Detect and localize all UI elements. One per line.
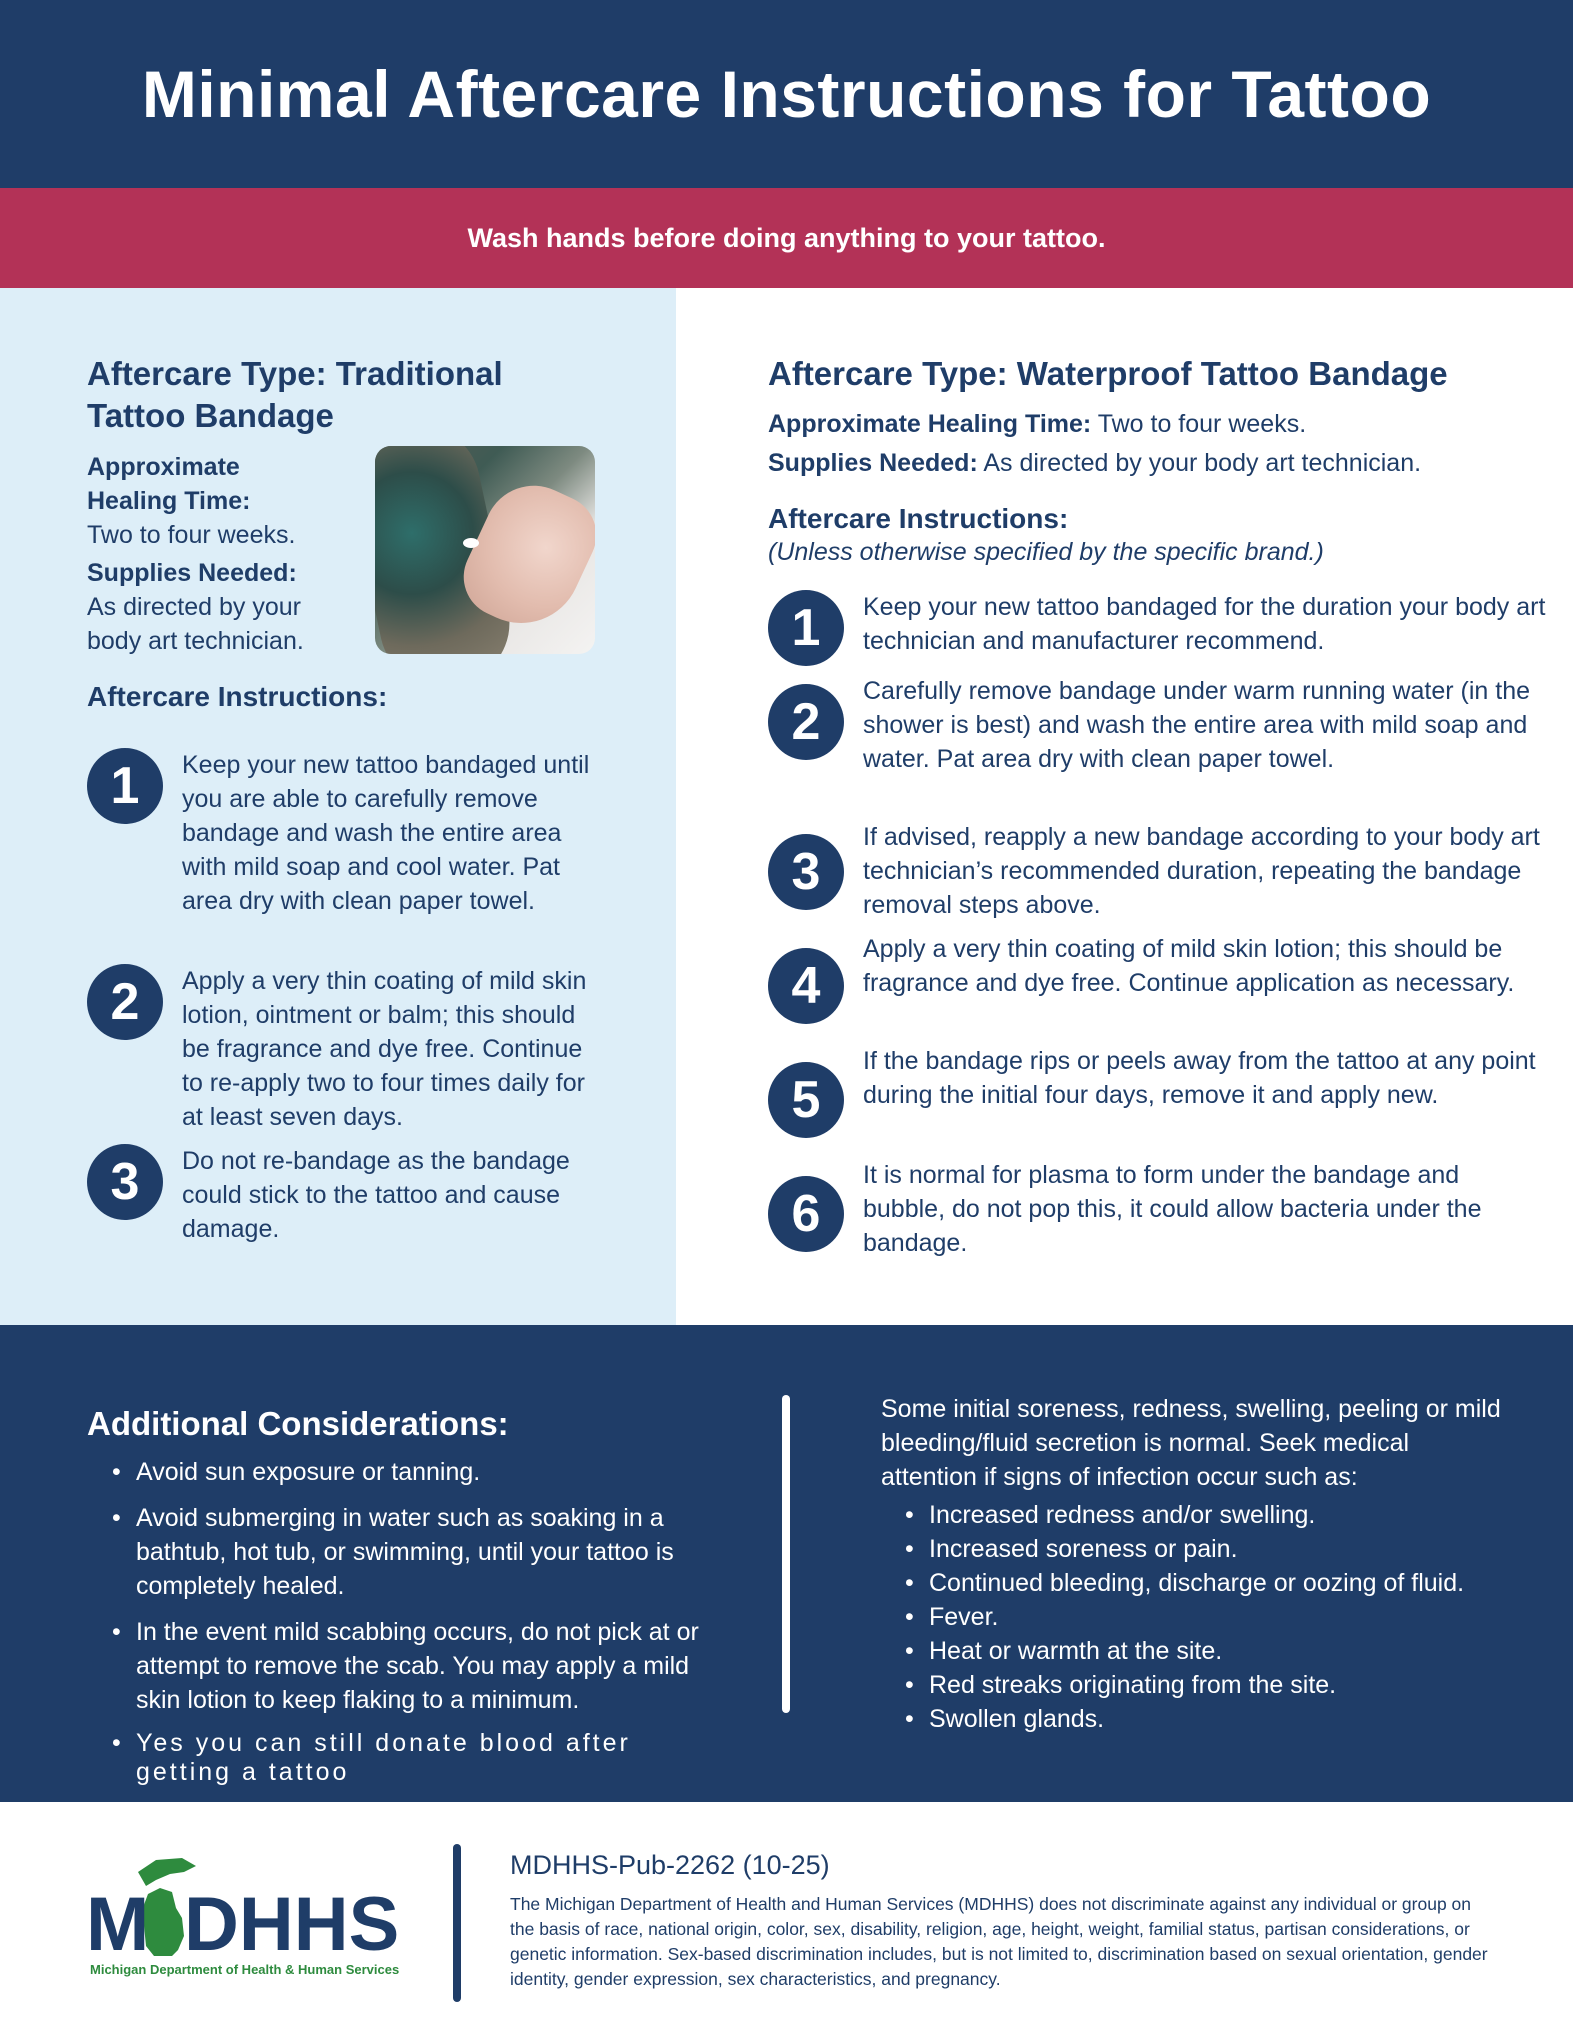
step-text: If the bandage rips or peels away from the tattoo at any point during the initial four days, remove it and apply new.: [863, 1047, 1536, 1109]
step-number: 2: [87, 964, 163, 1040]
page-title: Minimal Aftercare Instructions for Tattoo: [141, 57, 1432, 131]
list-item: • Increased soreness or pain.: [905, 1532, 1525, 1566]
footer-divider: [453, 1844, 461, 2002]
supplies-value-line2: body art technician.: [87, 627, 304, 655]
waterproof-step-5: [768, 1044, 1548, 1138]
infection-intro: Some initial soreness, redness, swelling, peeling or mild bleeding/fluid secretion is normal. Seek medical attention if signs of infection occur such as:: [881, 1395, 1501, 1491]
considerations-list: [112, 1455, 712, 1787]
step-text: If advised, reapply a new bandage according to your body art technician’s recommended duration, repeating the bandage removal steps above.: [863, 823, 1540, 919]
step-number: 3: [87, 1144, 163, 1220]
healing-time-label-line1: Approximate: [87, 453, 240, 481]
traditional-title-line2: Tattoo Bandage: [87, 397, 334, 434]
list-item: • Avoid sun exposure or tanning.: [112, 1455, 712, 1489]
healing-time-label-line2: Healing Time:: [87, 487, 251, 515]
waterproof-step-6: [768, 1158, 1548, 1260]
list-item: • Avoid submerging in water such as soaking in a bathtub, hot tub, or swimming, until your tattoo is completely healed.: [112, 1501, 712, 1603]
step-text: Keep your new tattoo bandaged until you are able to carefully remove bandage and wash the entire area with mild soap and cool water. Pat area dry with clean paper towel.: [182, 751, 590, 915]
waterproof-step-2: [768, 674, 1548, 776]
healing-time-value: Two to four weeks.: [87, 521, 296, 549]
step-number: 5: [768, 1062, 844, 1138]
waterproof-step-4: [768, 932, 1548, 1024]
waterproof-title: Aftercare Type: Waterproof Tattoo Bandage: [768, 355, 1448, 392]
step-text: Keep your new tattoo bandaged for the duration your body art technician and manufacturer recommend.: [863, 593, 1546, 655]
waterproof-step-1: [768, 590, 1548, 666]
waterproof-step-3: [768, 820, 1548, 922]
list-item: • In the event mild scabbing occurs, do not pick at or attempt to remove the scab. You may apply a mild skin lotion to keep flaking to a minimum.: [112, 1615, 712, 1717]
traditional-title-line1: Aftercare Type: Traditional: [87, 355, 503, 392]
supplies-label: Supplies Needed:: [87, 559, 297, 587]
traditional-bandage-section: [0, 288, 676, 1325]
list-item: • Yes you can still donate blood after getting a tattoo: [112, 1729, 652, 1787]
traditional-step-3: [87, 1144, 607, 1246]
logo-subtitle: Michigan Department of Health & Human Services: [90, 1962, 400, 1977]
banner-text: Wash hands before doing anything to your tattoo.: [467, 222, 1106, 253]
page-header: [0, 0, 1573, 188]
waterproof-supplies: [768, 446, 1548, 480]
step-number: 2: [768, 684, 844, 760]
waterproof-instructions-title: Aftercare Instructions:: [768, 503, 1069, 534]
traditional-instructions-title: Aftercare Instructions:: [87, 681, 388, 712]
mdhhs-logo: [86, 1852, 416, 1982]
step-number: 6: [768, 1176, 844, 1252]
supplies-value: As directed by your body art technician.: [977, 449, 1422, 477]
waterproof-bandage-section: [676, 288, 1573, 1325]
infection-signs-list: [905, 1498, 1525, 1736]
considerations-title: Additional Considerations:: [87, 1405, 509, 1442]
step-number: 3: [768, 834, 844, 910]
waterproof-instructions-note: (Unless otherwise specified by the specific brand.): [768, 538, 1324, 566]
tattoo-arm-lotion-photo: [375, 446, 595, 654]
list-item: • Continued bleeding, discharge or oozing of fluid.: [905, 1566, 1525, 1600]
list-item: • Heat or warmth at the site.: [905, 1634, 1525, 1668]
additional-considerations-section: [0, 1325, 1573, 1802]
logo-letters-dhhs: DHHS: [184, 1882, 400, 1967]
step-text: It is normal for plasma to form under the bandage and bubble, do not pop this, it could allow bacteria under the bandage.: [863, 1161, 1482, 1257]
waterproof-healing-time: [768, 407, 1548, 441]
healing-time-value: Two to four weeks.: [1091, 410, 1307, 438]
traditional-step-2: [87, 964, 607, 1134]
non-discrimination-notice: The Michigan Department of Health and Human Services (MDHHS) does not discriminate against any individual or group on the basis of race, national origin, color, sex, disability, religion, age, height, weight, familial status, partisan considerations, or genetic information. Sex-based discrimination includes, but is not limited to, discrimination based on sexual orientation, gender identity, gender expression, sex characteristics, and pregnancy.: [510, 1894, 1488, 1989]
supplies-label: Supplies Needed:: [768, 449, 978, 477]
wash-hands-banner: [0, 188, 1573, 288]
list-item: • Swollen glands.: [905, 1702, 1525, 1736]
step-text: Do not re-bandage as the bandage could stick to the tattoo and cause damage.: [182, 1147, 570, 1243]
step-text: Apply a very thin coating of mild skin lotion; this should be fragrance and dye free. Continue application as necessary.: [863, 935, 1515, 997]
column-divider: [782, 1395, 790, 1713]
publication-id: MDHHS-Pub-2262 (10-25): [510, 1850, 830, 1880]
list-item: • Fever.: [905, 1600, 1525, 1634]
list-item: • Increased redness and/or swelling.: [905, 1498, 1525, 1532]
logo-letter-m: M: [86, 1882, 150, 1967]
traditional-step-1: [87, 748, 607, 918]
step-number: 1: [768, 590, 844, 666]
step-number: 1: [87, 748, 163, 824]
page-footer: [0, 1802, 1573, 2042]
step-number: 4: [768, 948, 844, 1024]
supplies-value-line1: As directed by your: [87, 593, 301, 621]
list-item: • Red streaks originating from the site.: [905, 1668, 1525, 1702]
michigan-state-logo: [86, 1852, 416, 1982]
step-text: Carefully remove bandage under warm running water (in the shower is best) and wash the entire area with mild soap and water. Pat area dry with clean paper towel.: [863, 677, 1531, 773]
step-text: Apply a very thin coating of mild skin lotion, ointment or balm; this should be fragrance and dye free. Continue to re-apply two to four times daily for at least seven days.: [182, 967, 587, 1131]
healing-time-label: Approximate Healing Time:: [768, 410, 1092, 438]
